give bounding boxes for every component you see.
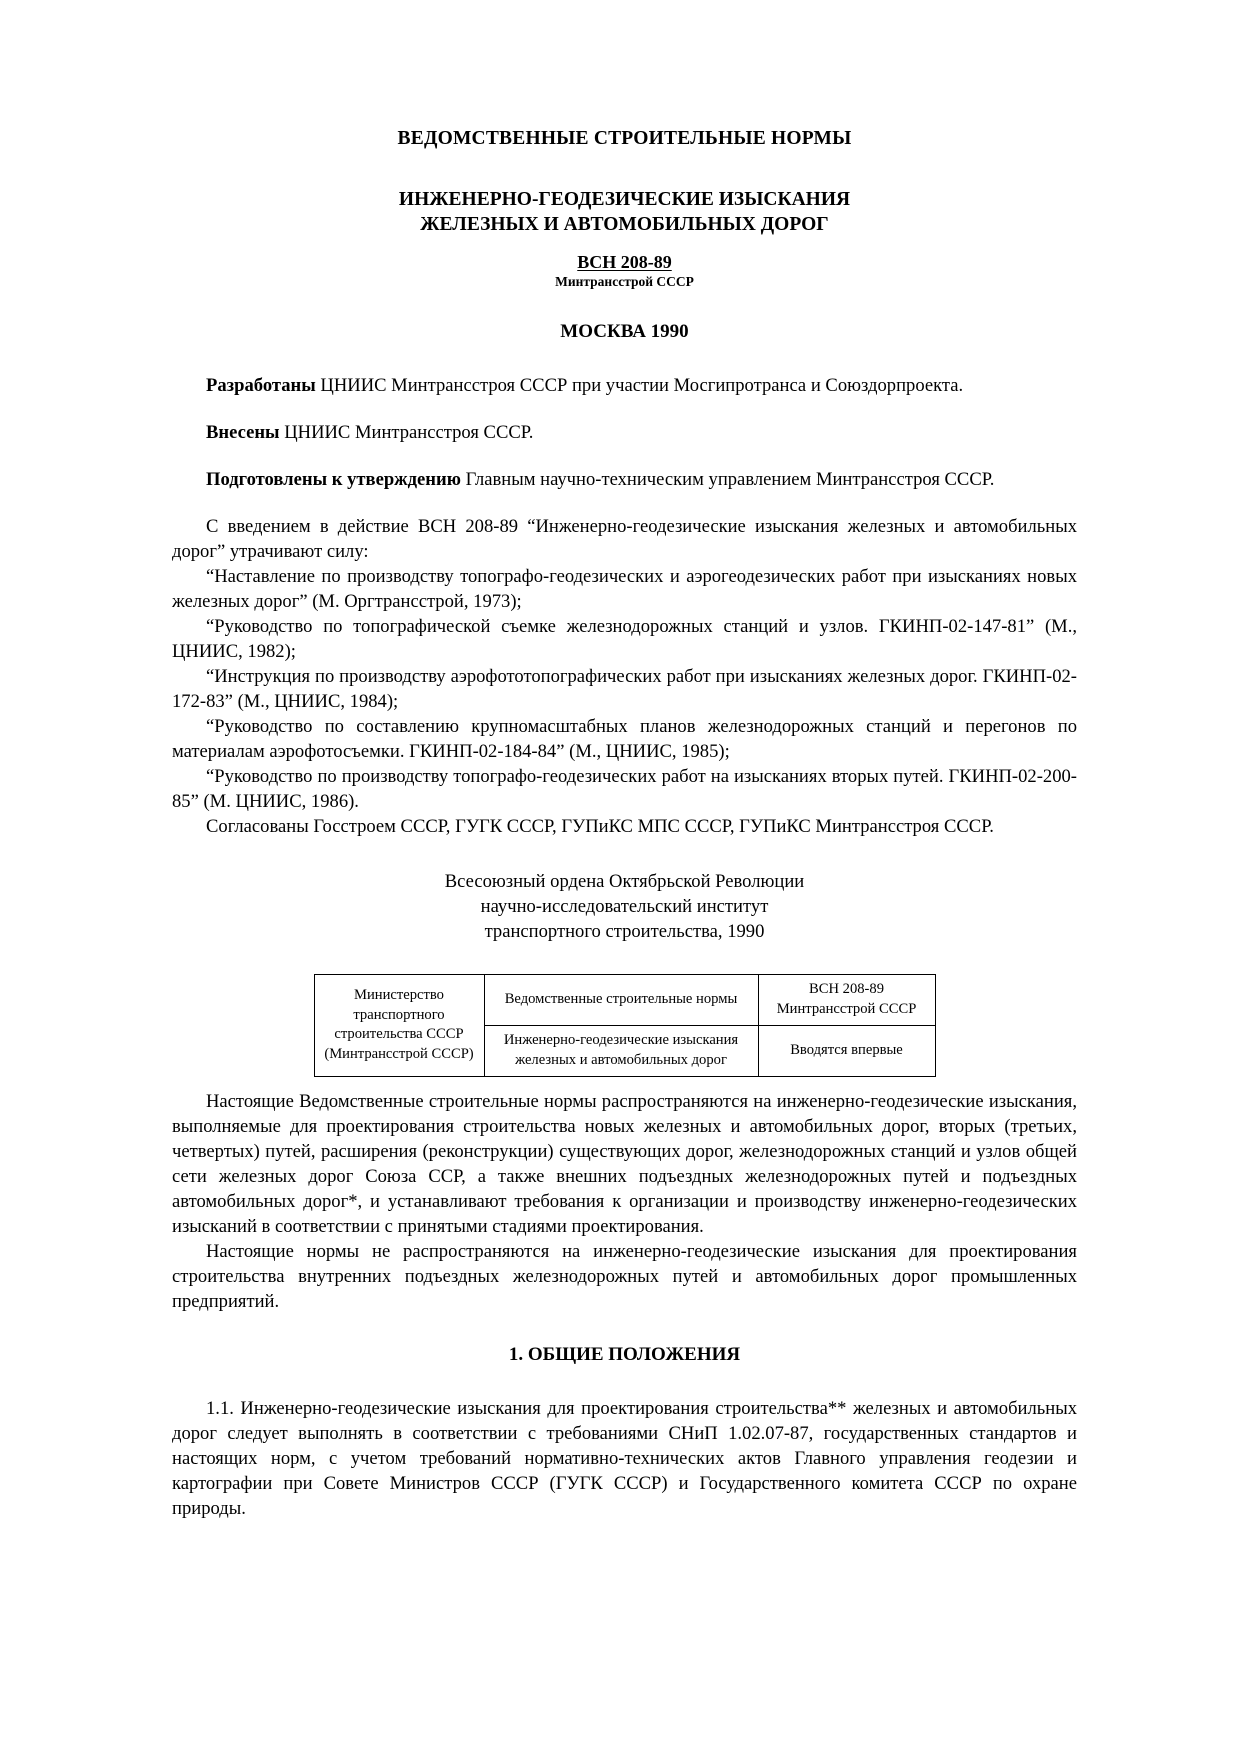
supersede-intro: С введением в действие ВСН 208-89 “Инженерно-геодезические изыскания железных и автомобильных дорог” утрачивают силу: — [172, 515, 1077, 562]
table-cell-norm-code: ВСН 208-89 Минтрансстрой СССР — [758, 975, 935, 1026]
institute-line-1: Всесоюзный ордена Октябрьской Революции — [444, 870, 805, 892]
spacer — [172, 445, 1077, 467]
credit-prepared-text: Главным научно-техническим управлением Минтрансстроя СССР. — [460, 468, 995, 490]
subject-line-1: ИНЖЕНЕРНО-ГЕОДЕЗИЧЕСКИЕ ИЗЫСКАНИЯ — [398, 189, 851, 210]
spacer — [172, 492, 1077, 514]
supersede-item: “Руководство по топографической съемке железнодорожных станций и узлов. ГКИНП-02-147-81” (М., ЦНИИС, 1982); — [172, 615, 1077, 662]
spacer — [172, 944, 1077, 974]
supersede-item: “Инструкция по производству аэрофототопографических работ при изысканиях железных дорог. ГКИНП-02-172-83” (М., ЦНИИС, 1984); — [172, 665, 1077, 712]
spacer — [172, 150, 1077, 188]
credit-developed-label: Разработаны — [206, 374, 316, 396]
table-cell-norm-subject: Инженерно-геодезические изыскания железных и автомобильных дорог — [484, 1026, 758, 1077]
city-and-year: МОСКВА 1990 — [560, 320, 689, 342]
institute-line-2: научно-исследовательский институт — [480, 896, 769, 918]
credit-developed — [172, 373, 1077, 398]
clause-1-1: 1.1. Инженерно-геодезические изыскания для проектирования строительства** железных и автомобильных дорог следует выполнять в соответствии с требованиями СНиП 1.02.07-87, государственных стандартов и настоящих норм, с учетом требований нормативно-технических актов Главного управления геодезии и картографии при Совете Министров СССР (ГУГК СССР) и Государственного комитета СССР по охране природы. — [172, 1398, 1077, 1520]
scope-paragraph-2: Настоящие нормы не распространяются на инженерно-геодезические изыскания для проектирования строительства внутренних подъездных железнодорожных путей и автомобильных дорог промышленных предприятий. — [172, 1241, 1077, 1313]
table-cell-organization: Министерство транспортного строительства СССР (Минтрансстрой СССР) — [314, 975, 484, 1077]
credit-submitted — [172, 420, 1077, 445]
supersede-item: “Руководство по производству топографо-геодезических работ на изысканиях вторых путей. ГКИНП-02-200-85” (М. ЦНИИС, 1986). — [172, 765, 1077, 812]
spacer — [172, 343, 1077, 373]
spacer — [172, 1366, 1077, 1396]
credit-submitted-text: ЦНИИС Минтрансстроя СССР. — [279, 421, 534, 443]
document-code-value: ВСН 208-89 — [577, 251, 672, 272]
credit-developed-text: ЦНИИС Минтрансстроя СССР при участии Мосгипротранса и Союздорпроекта. — [315, 374, 964, 396]
supersede-item: “Наставление по производству топографо-геодезических и аэрогеодезических работ при изысканиях новых железных дорог” (М. Оргтрансстрой, 1973); — [172, 565, 1077, 612]
subject-line-2: ЖЕЛЕЗНЫХ И АВТОМОБИЛЬНЫХ ДОРОГ — [420, 213, 829, 235]
supersede-approved: Согласованы Госстроем СССР, ГУГК СССР, ГУПиКС МПС СССР, ГУПиКС Минтрансстроя СССР. — [206, 815, 994, 837]
spacer — [172, 398, 1077, 420]
issuing-ministry: Минтрансстрой СССР — [555, 273, 694, 289]
table-row — [314, 975, 935, 1026]
institute-attribution — [172, 869, 1077, 945]
norm-identification-table — [314, 974, 936, 1077]
credit-prepared — [172, 467, 1077, 492]
spacer — [172, 1077, 1077, 1089]
document-subject-title — [172, 188, 1077, 238]
table-cell-norm-type: Ведомственные строительные нормы — [484, 975, 758, 1026]
scope-paragraph-1: Настоящие Ведомственные строительные нормы распространяются на инженерно-геодезические изыскания, выполняемые для проектирования строительства новых железных и автомобильных дорог, вторых (третьих, четвертых) путей, расширения (реконструкции) существующих дорог, железнодорожных станций и узлов общей сети железных дорог Союза ССР, а также внешних подъездных железнодорожных путей и подъездных автомобильных дорог*, и устанавливают требования к организации и производству инженерно-геодезических изысканий в соответствии с принятыми стадиями проектирования. — [172, 1091, 1077, 1238]
spacer — [172, 839, 1077, 869]
section-heading-1: 1. ОБЩИЕ ПОЛОЖЕНИЯ — [508, 1344, 741, 1366]
credit-submitted-label: Внесены — [206, 421, 280, 443]
supersede-item: “Руководство по составлению крупномасштабных планов железнодорожных станций и перегонов по материалам аэрофотосъемки. ГКИНП-02-184-84” (М., ЦНИИС, 1985); — [172, 715, 1077, 762]
document-code — [172, 252, 1077, 273]
spacer — [172, 1314, 1077, 1344]
institute-line-3: транспортного строительства, 1990 — [484, 921, 765, 943]
document-type-title: ВЕДОМСТВЕННЫЕ СТРОИТЕЛЬНЫЕ НОРМЫ — [397, 128, 852, 149]
credit-prepared-label: Подготовлены к утверждению — [206, 468, 461, 490]
table-cell-norm-status: Вводятся впервые — [758, 1026, 935, 1077]
